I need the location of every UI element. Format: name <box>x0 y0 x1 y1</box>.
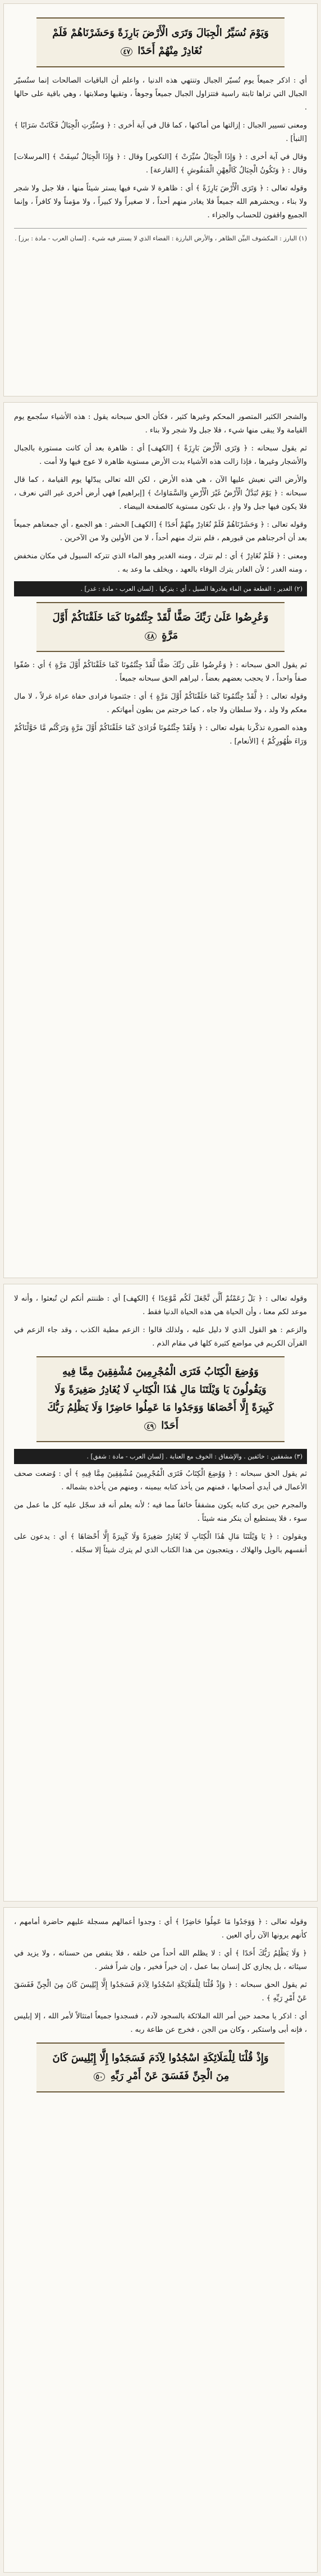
paragraph: وقوله تعالى : ﴿ وَوَجَدُوا مَا عَمِلُوا حَاضِرًا ﴾ أي : وجدوا أعمالهم مسجلة عليهم حاضرة أمامهم ، كأنهم يرونها الآن رأي العين . <box>14 1918 307 1940</box>
ayah-number: ٤٩ <box>144 1422 156 1431</box>
verse-banner <box>36 602 285 652</box>
paragraph: وقوله تعالى : ﴿ وَحَشَرْنَاهُمْ فَلَمْ نُغَادِرْ مِنْهُمْ أَحَدًا ﴾ [الكهف] الحشر : هو الجمع ، أي جمعناهم جميعاً بعد أن أخرجناهم من قبورهم ، فلم نترك منهم أحداً ، لا من الأولين ولا من الآخرين . <box>14 521 307 542</box>
footnote: (٢) الغدير : القطعة من الماء يغادرها السيل ، أي : يتركها . [لسان العرب - مادة : غدر] . <box>14 581 307 596</box>
divider <box>14 228 307 229</box>
ayah-number: ٤٨ <box>145 632 157 641</box>
verse-text: وَعُرِضُوا عَلَىٰ رَبِّكَ صَفًّا لَّقَدْ جِئْتُمُونَا كَمَا خَلَقْنَاكُمْ أَوَّلَ مَرَّةٍ <box>52 612 269 641</box>
paragraph: أي : اذكر يا محمد حين أمر الله الملائكة بالسجود لآدم ، فسجدوا جميعاً امتثالاً لأمر الله ، إلا إبليس ، فإنه أبى واستكبر ، وكان من الجن ، فخرج عن طاعة ربه . <box>14 2012 307 2034</box>
footnote: (٣) مشفقين : خائفين . والإشفاق : الخوف مع العناية . [لسان العرب - مادة : شفق] . <box>14 1449 307 1464</box>
verse-banner <box>36 17 285 67</box>
verse-text: وَوُضِعَ الْكِتَابُ فَتَرَى الْمُجْرِمِينَ مُشْفِقِينَ مِمَّا فِيهِ وَيَقُولُونَ يَا وَيْلَتَنَا مَالِ هَٰذَا الْكِتَابِ لَا يُغَادِرُ صَغِيرَةً وَلَا كَبِيرَةً إِلَّا أَحْصَاهَا وَوَجَدُوا مَا عَمِلُوا حَاضِرًا وَلَا يَظْلِمُ رَبُّكَ أَحَدًا <box>47 1366 274 1431</box>
paragraph: ثم يقول الحق سبحانه : ﴿ وَعُرِضُوا عَلَى رَبِّكَ صَفًّا لَّقَدْ جِئْتُمُونَا كَمَا خَلَقْنَاكُمْ أَوَّلَ مَرَّةٍ ﴾ أي : صُفّوا صفاً واحداً ، لا يحجب بعضهم بعضاً ، ليراهم الحق سبحانه جميعاً . <box>14 661 307 683</box>
paragraph: ويقولون : ﴿ يَا وَيْلَتَنَا مَالِ هَٰذَا الْكِتَابِ لَا يُغَادِرُ صَغِيرَةً وَلَا كَبِيرَةً إِلَّا أَحْصَاهَا ﴾ أي : يدعون على أنفسهم بالويل والهلاك ، ويتعجبون من هذا الكتاب الذي لم يترك شيئاً إلا سجّله . <box>14 1533 307 1554</box>
page-1 <box>3 3 318 396</box>
paragraph: والزعم : هو القول الذي لا دليل عليه ، ولذلك قالوا : الزعم مطية الكذب ، وقد جاء الزعم في القرآن الكريم في مواضع كثيرة كلها في مقام الذم . <box>14 1326 307 1348</box>
footnote: (١) البارز : المكشوف البيِّن الظاهر ، والأرض البارزة : الفضاء الذي لا يستتر فيه شيء . [لسان العرب - مادة : برز] . <box>15 235 307 242</box>
paragraph: ومعنى تسيير الجبال : إزالتها من أماكنها ، كما قال في آية أخرى : ﴿ وَسُيِّرَتِ الْجِبَالُ فَكَانَتْ سَرَابًا ﴾ [النبأ] . <box>14 121 307 143</box>
paragraph: وقال في آية أخرى : ﴿ وَإِذَا الْجِبَالُ سُيِّرَتْ ﴾ [التكوير] وقال : ﴿ وَإِذَا الْجِبَالُ نُسِفَتْ ﴾ [المرسلات] وقال : ﴿ وَتَكُونُ الْجِبَالُ كَالْعِهْنِ الْمَنفُوشِ ﴾ [القارعة] . <box>14 153 307 175</box>
paragraph: وقوله تعالى : ﴿ لَّقَدْ جِئْتُمُونَا كَمَا خَلَقْنَاكُمْ أَوَّلَ مَرَّةٍ ﴾ أي : جئتمونا فرادى حفاة عراة غرلاً ، لا مال معكم ولا ولد ، ولا سلطان ولا جاه ، كما خرجتم من بطون أمهاتكم . <box>14 692 307 714</box>
paragraph: وقوله تعالى : ﴿ وَتَرَى الْأَرْضَ بَارِزَةً ﴾ أي : ظاهرة لا شيء فيها يستر شيئاً منها ، فلا جبل ولا شجر ولا بناء ، ويحشرهم الله جميعاً فلا يغادر منهم أحداً ، لا صغيراً ولا كبيراً ، ولا مؤمناً ولا كافراً ، وإنما الجميع واقفون للحساب والجزاء . <box>14 184 307 220</box>
paragraph: ﴿ وَلَا يَظْلِمُ رَبُّكَ أَحَدًا ﴾ أي : لا يظلم الله أحداً من خلقه ، فلا ينقص من حسناته ، ولا يزيد في سيئاته ، بل يجازي كل إنسان بما عمل ، إن خيراً فخير ، وإن شراً فشر . <box>14 1949 307 1971</box>
paragraph: والأرض التي نعيش عليها الآن ، هي هذه الأرض ، لكن الله تعالى يبدّلها يوم القيامة ، كما قال سبحانه : ﴿ يَوْمَ تُبَدَّلُ الْأَرْضُ غَيْرَ الْأَرْضِ وَالسَّمَاوَاتُ ﴾ [إبراهيم] فهي أرض أخرى غير التي نعرف ، فلا يكون فيها جبل ولا وادٍ ، بل تكون مستوية كالصفحة البيضاء . <box>14 476 307 511</box>
verse-banner <box>36 1356 285 1442</box>
ayah-number: ٥٠ <box>94 2072 106 2081</box>
paragraph: ومعنى : ﴿ فَلَمْ نُغَادِرْ ﴾ أي : لم نترك ، ومنه الغدير وهو الماء الذي تتركه السيول في مكان منخفض ، ومنه الغدر ؛ لأن الغادر يترك الوفاء بالعهد ، ويخلف ما وعد به . <box>14 552 307 574</box>
paragraph: ثم يقول الحق سبحانه : ﴿ وَإِذْ قُلْنَا لِلْمَلَائِكَةِ اسْجُدُوا لِآدَمَ فَسَجَدُوا إِلَّا إِبْلِيسَ كَانَ مِنَ الْجِنِّ فَفَسَقَ عَنْ أَمْرِ رَبِّهِ ﴾ . <box>14 1981 307 2003</box>
verse-banner <box>36 2042 285 2092</box>
paragraph: وهذه الصورة تذكّرنا بقوله تعالى : ﴿ وَلَقَدْ جِئْتُمُونَا فُرَادَىٰ كَمَا خَلَقْنَاكُمْ أَوَّلَ مَرَّةٍ وَتَرَكْتُم مَّا خَوَّلْنَاكُمْ وَرَاءَ ظُهُورِكُمْ ﴾ [الأنعام] . <box>14 724 307 746</box>
paragraph: وقوله تعالى : ﴿ بَلْ زَعَمْتُمْ أَلَّن نَّجْعَلَ لَكُم مَّوْعِدًا ﴾ [الكهف] أي : ظننتم أنكم لن تُبعثوا ، وأنه لا موعد لكم معنا ، وأن الحياة هي هذه الحياة الدنيا فقط . <box>14 1294 307 1316</box>
paragraph: والشجر الكثير المتصور المحكم وغيرها كثير ، فكأن الحق سبحانه يقول : هذه الأشياء ستُجمع يوم القيامة ولا يبقى منها شيء ، فلا جبل ولا شجر ولا بناء . <box>14 413 307 435</box>
verse-text: وَيَوْمَ نُسَيِّرُ الْجِبَالَ وَتَرَى الْأَرْضَ بَارِزَةً وَحَشَرْنَاهُمْ فَلَمْ نُغَادِرْ مِنْهُمْ أَحَدًا <box>52 27 269 57</box>
paragraph: والمجرم حين يرى كتابه يكون مشفقاً خائفاً مما فيه ؛ لأنه يعلم أنه قد سجّل عليه كل ما عمل من سوء ، فلا يستطيع أن ينكر منه شيئاً . <box>14 1501 307 1523</box>
ayah-number: ٤٧ <box>121 47 132 56</box>
verse-text: وَإِذْ قُلْنَا لِلْمَلَائِكَةِ اسْجُدُوا لِآدَمَ فَسَجَدُوا إِلَّا إِبْلِيسَ كَانَ مِنَ الْجِنِّ فَفَسَقَ عَنْ أَمْرِ رَبِّهِ <box>52 2052 269 2082</box>
paragraph: أي : اذكر جميعاً يوم تُسيّر الجبال وتنتهي هذه الدنيا ، واعلم أن الباقيات الصالحات إنما ستُسيّر الجبال التي تراها ثابتة راسية فتتزاول الجبال جميعاً وجوهاً ، وتقيها وصلابتها ، وهي باقية على حالها . <box>14 76 307 112</box>
paragraph: ثم يقول سبحانه : ﴿ وَتَرَى الْأَرْضَ بَارِزَةً ﴾ [الكهف] أي : ظاهرة بعد أن كانت مستورة بالجبال والأشجار وغيرها ، فإذا زالت هذه الأشياء بدت الأرض مستوية ظاهرة لا عوج فيها ولا أمت . <box>14 444 307 466</box>
page-3 <box>3 1284 318 1902</box>
page-4 <box>3 1907 318 2573</box>
page-2 <box>3 402 318 1278</box>
paragraph: ثم يقول الحق سبحانه : ﴿ وَوُضِعَ الْكِتَابُ فَتَرَى الْمُجْرِمِينَ مُشْفِقِينَ مِمَّا فِيهِ ﴾ أي : وُضعت صحف الأعمال في أيدي أصحابها ، فمنهم من يأخذ كتابه بيمينه ، ومنهم من يأخذه بشماله . <box>14 1470 307 1492</box>
